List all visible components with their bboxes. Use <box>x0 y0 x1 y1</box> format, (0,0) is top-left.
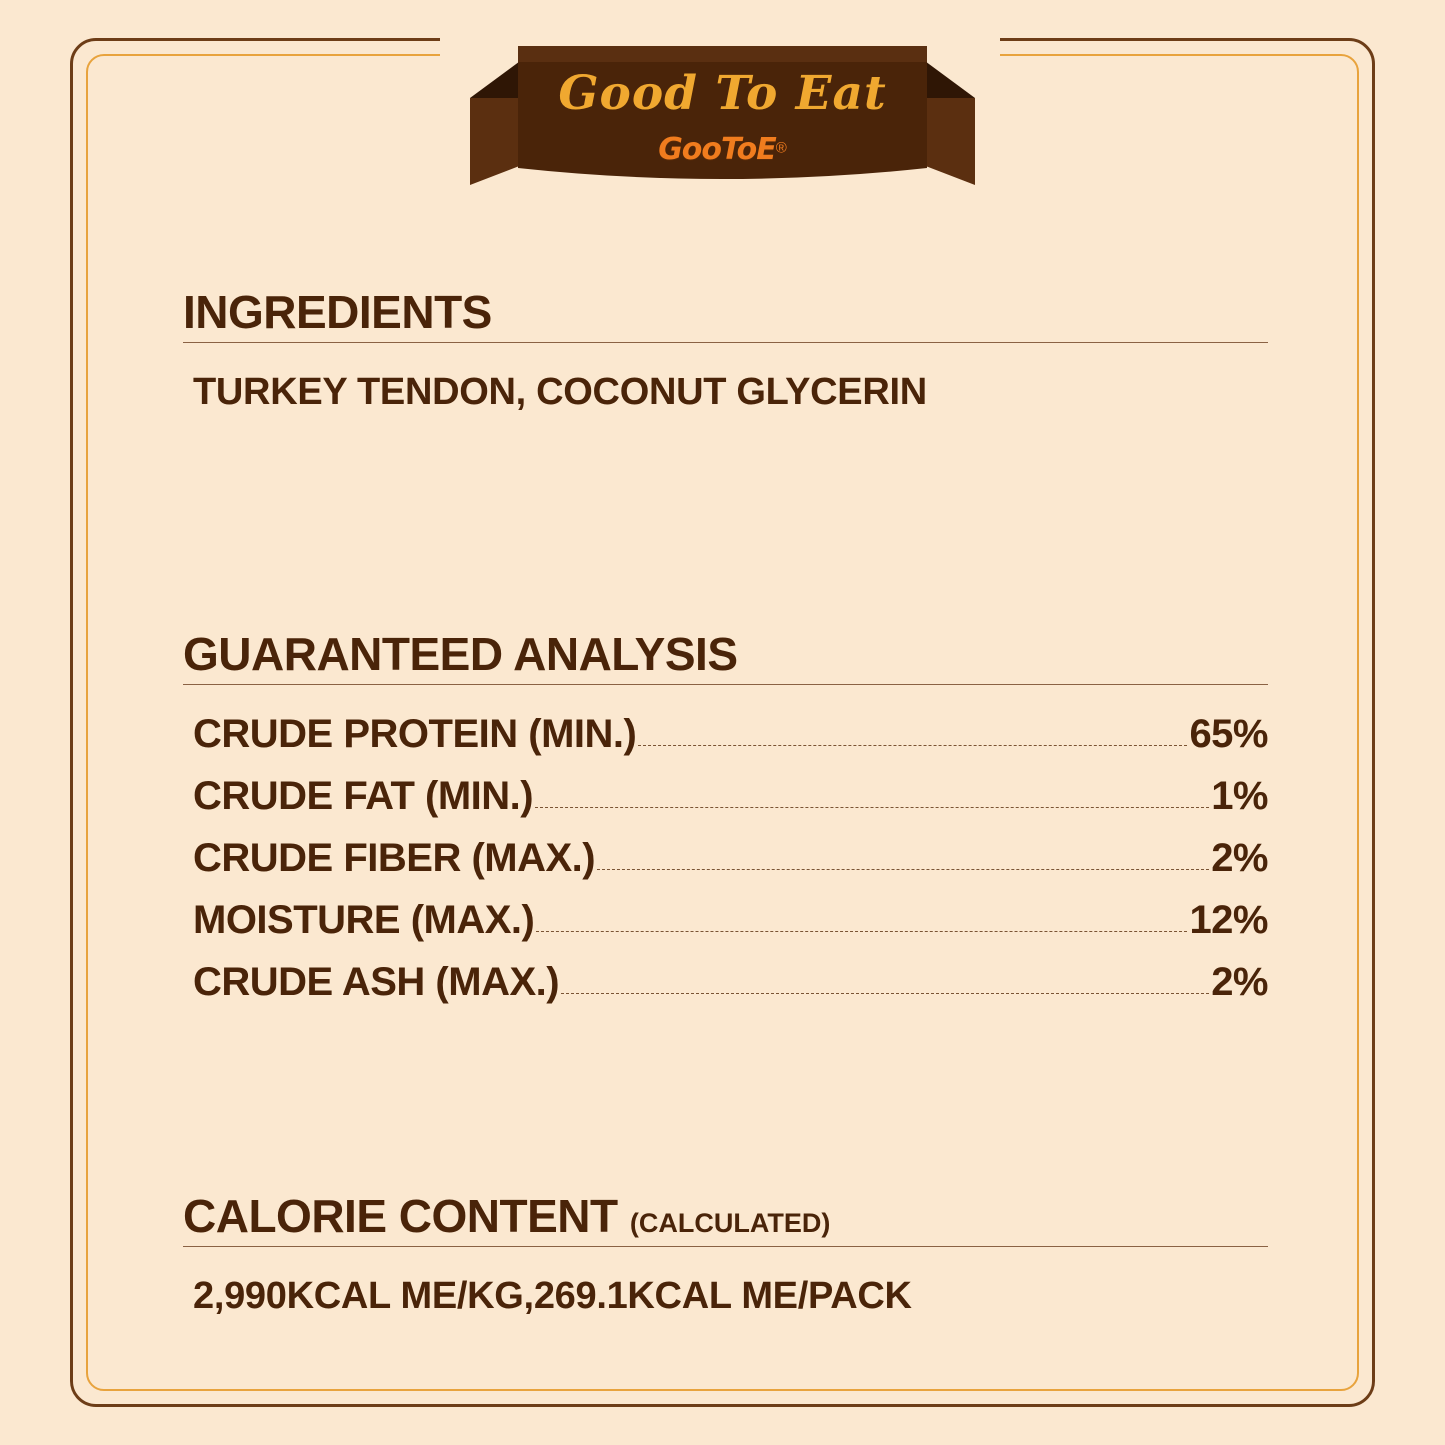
ingredients-text: TURKEY TENDON, COCONUT GLYCERIN <box>193 371 927 414</box>
analysis-row-value: 65% <box>1189 712 1268 757</box>
calorie-content-section <box>183 1192 1268 1318</box>
brand-banner <box>440 40 1005 190</box>
analysis-row <box>183 889 1268 951</box>
brand-logo-word: GooToE <box>658 132 776 167</box>
calorie-content-heading <box>183 1192 1268 1246</box>
analysis-row-value: 2% <box>1211 960 1268 1005</box>
ingredients-heading: INGREDIENTS <box>183 286 492 338</box>
calorie-content-heading-note: (CALCULATED) <box>629 1208 831 1238</box>
brand-name: Good To Eat <box>558 66 887 121</box>
analysis-row-label: MOISTURE (MAX.) <box>193 898 535 943</box>
analysis-row-label: CRUDE FIBER (MAX.) <box>193 836 596 881</box>
calorie-content-text: 2,990KCAL ME/KG,269.1KCAL ME/PACK <box>193 1275 912 1318</box>
calorie-content-divider <box>183 1246 1268 1247</box>
analysis-row-value: 12% <box>1189 898 1268 943</box>
ingredients-divider <box>183 342 1268 343</box>
registered-trademark-icon: ® <box>775 139 787 157</box>
analysis-row-leader <box>535 806 1209 808</box>
calorie-content-heading-main: CALORIE CONTENT <box>183 1190 618 1242</box>
analysis-row-leader <box>638 744 1187 746</box>
analysis-row-value: 1% <box>1211 774 1268 819</box>
analysis-row-leader <box>536 930 1187 932</box>
guaranteed-analysis-heading: GUARANTEED ANALYSIS <box>183 628 738 680</box>
analysis-row-value: 2% <box>1211 836 1268 881</box>
ingredients-section <box>183 288 1268 414</box>
brand-logo <box>440 132 1005 167</box>
analysis-row <box>183 703 1268 765</box>
analysis-row <box>183 765 1268 827</box>
analysis-row <box>183 951 1268 1013</box>
analysis-row-label: CRUDE ASH (MAX.) <box>193 960 560 1005</box>
analysis-row-leader <box>597 868 1209 870</box>
analysis-row-label: CRUDE FAT (MIN.) <box>193 774 534 819</box>
analysis-row-label: CRUDE PROTEIN (MIN.) <box>193 712 637 757</box>
guaranteed-analysis-section <box>183 630 1268 1013</box>
analysis-row <box>183 827 1268 889</box>
guaranteed-analysis-divider <box>183 684 1268 685</box>
analysis-row-leader <box>561 992 1209 994</box>
